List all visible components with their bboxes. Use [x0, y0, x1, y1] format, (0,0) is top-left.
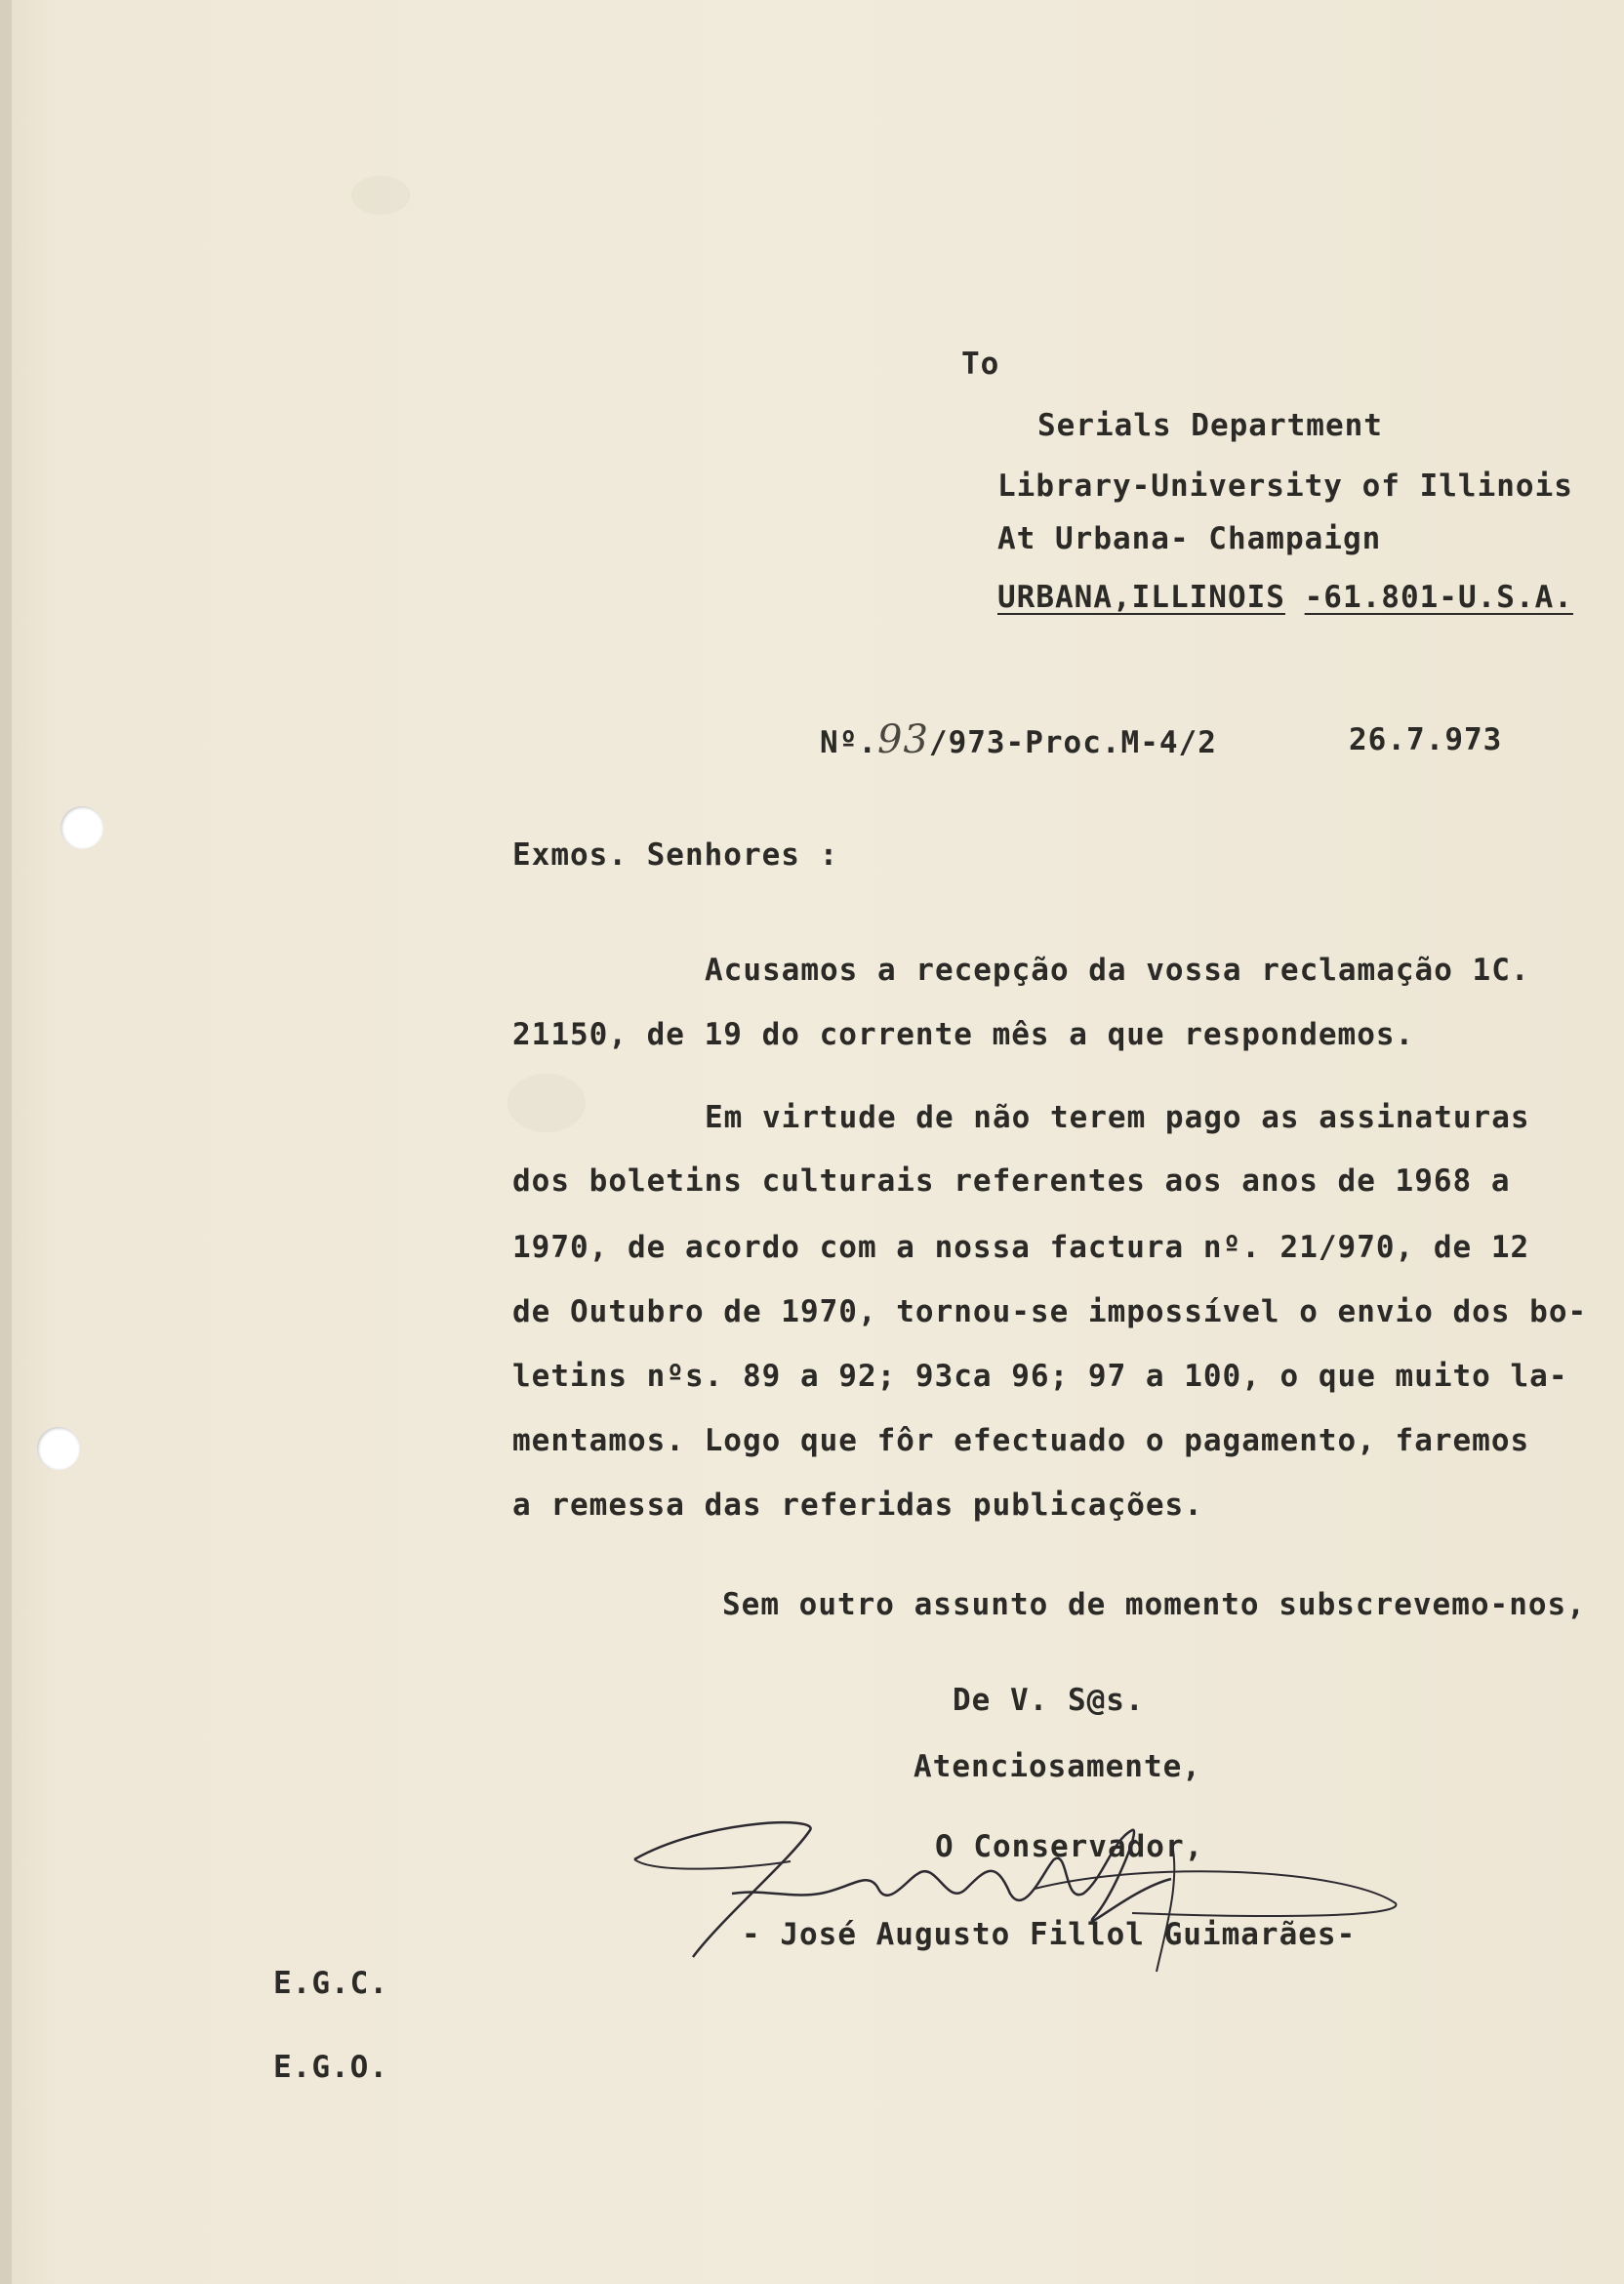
closing-title: O Conservador, [935, 1829, 1204, 1864]
body-p2-line-2: dos boletins culturais referentes aos anos de 1968 a [512, 1163, 1511, 1199]
recipient-address [997, 580, 1573, 615]
reference-suffix: /973-Proc.M-4/2 [928, 725, 1217, 760]
signature-stroke [634, 1822, 811, 1957]
closing-name: - José Augusto Fillol Guimarães- [742, 1917, 1357, 1952]
reference-number-handwritten: 93 [877, 717, 929, 762]
reference-date: 26.7.973 [1349, 722, 1503, 757]
body-p2-line-3: 1970, de acordo com a nossa factura nº. 21/970, de 12 [512, 1230, 1530, 1265]
handwritten-signature [625, 1801, 1405, 1977]
signature-stroke [1035, 1871, 1396, 1916]
reference-line [820, 717, 1217, 762]
signature-stroke [1157, 1840, 1174, 1972]
recipient-line-3: At Urbana- Champaign [997, 521, 1382, 556]
paper-stain [351, 176, 410, 215]
recipient-to: To [961, 347, 1000, 382]
reference-prefix: Nº. [820, 725, 877, 760]
paper-edge [0, 0, 12, 2284]
signature-stroke [634, 1859, 791, 1869]
salutation: Exmos. Senhores : [512, 837, 839, 873]
punch-hole-top [61, 806, 103, 849]
address-code: -61.801-U.S.A. [1304, 580, 1573, 615]
closing-line-1: De V. S@s. [953, 1683, 1145, 1718]
body-p3: Sem outro assunto de momento subscrevemo-nos, [722, 1587, 1586, 1622]
recipient-line-2: Library-University of Illinois [997, 469, 1573, 504]
paper-stain [508, 1074, 586, 1132]
body-p1-line-1: Acusamos a recepção da vossa reclamação 1C. [705, 953, 1530, 988]
initials-second: E.G.O. [273, 2050, 388, 2085]
closing-line-2: Atenciosamente, [914, 1749, 1201, 1784]
body-p2-line-7: a remessa das referidas publicações. [512, 1488, 1203, 1523]
body-p2-line-5: letins nºs. 89 a 92; 93ca 96; 97 a 100, o que muito la- [512, 1359, 1568, 1394]
body-p2-line-1: Em virtude de não terem pago as assinaturas [705, 1100, 1530, 1135]
address-city: URBANA,ILLINOIS [997, 580, 1285, 615]
body-p1-line-2: 21150, de 19 do corrente mês a que respondemos. [512, 1017, 1415, 1052]
body-p2-line-4: de Outubro de 1970, tornou-se impossível o envio dos bo- [512, 1294, 1588, 1329]
punch-hole-bottom [37, 1427, 80, 1470]
recipient-line-1: Serials Department [1037, 408, 1383, 443]
initials-first: E.G.C. [273, 1966, 388, 2001]
body-p2-line-6: mentamos. Logo que fôr efectuado o pagamento, faremos [512, 1423, 1530, 1458]
